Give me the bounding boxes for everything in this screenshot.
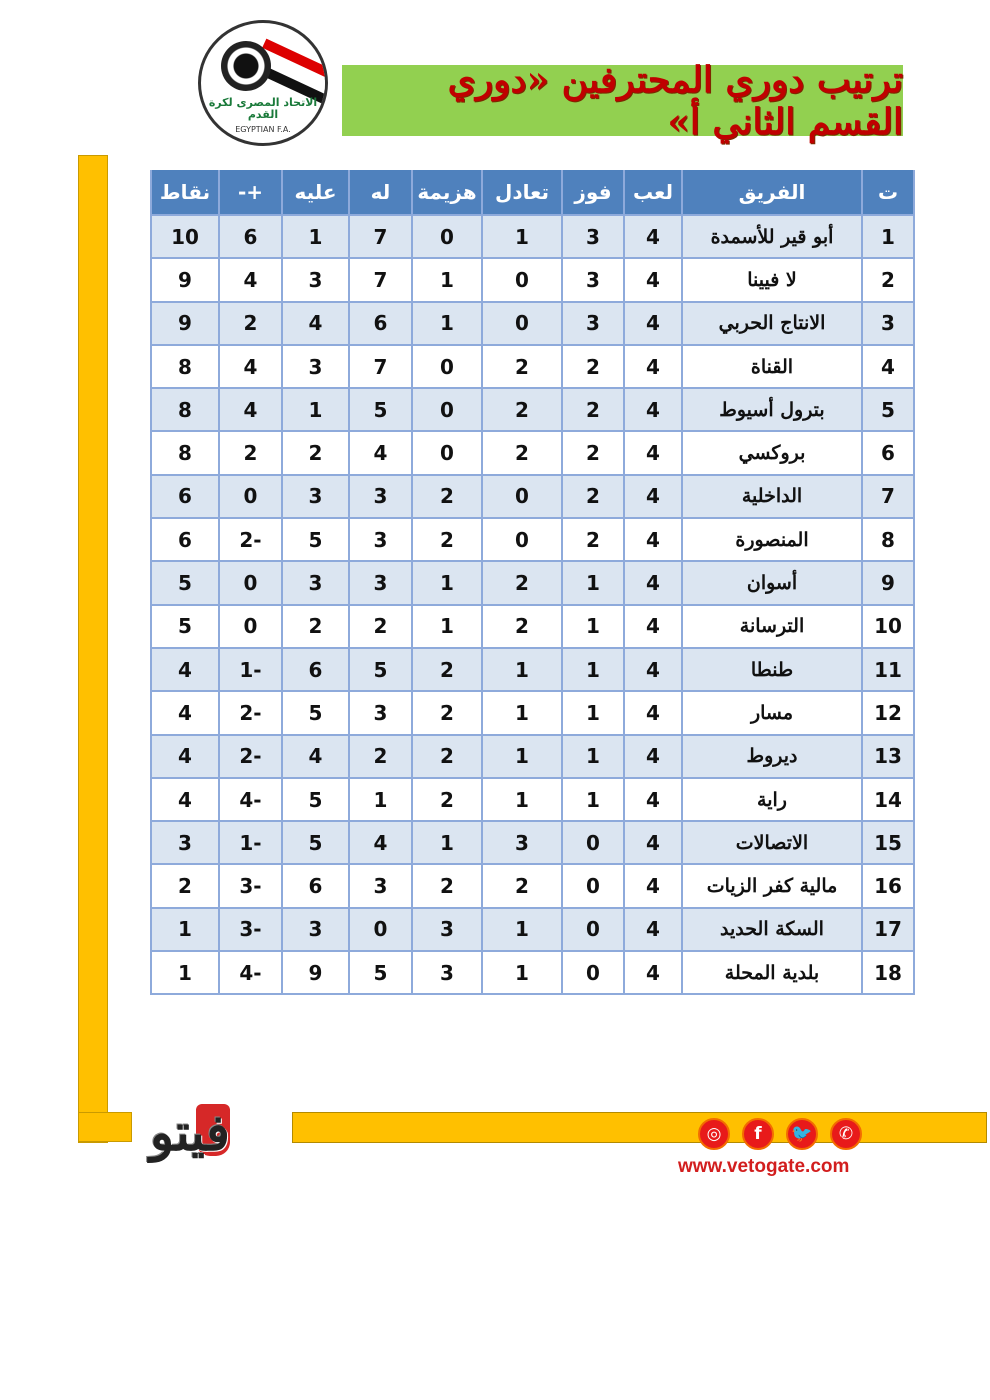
- table-cell: 0: [482, 518, 562, 561]
- table-cell: 0: [219, 475, 282, 518]
- table-cell: 2: [562, 345, 624, 388]
- table-cell: 18: [862, 951, 914, 994]
- table-cell: 2: [562, 431, 624, 474]
- column-header: له: [349, 170, 412, 215]
- table-cell: 4: [862, 345, 914, 388]
- table-row: [151, 518, 914, 561]
- table-cell: 3: [862, 302, 914, 345]
- table-cell: -2: [219, 735, 282, 778]
- column-header: هزيمة: [412, 170, 482, 215]
- table-cell: 14: [862, 778, 914, 821]
- table-cell: -2: [219, 518, 282, 561]
- table-cell: 3: [412, 951, 482, 994]
- table-cell: 5: [151, 605, 219, 648]
- team-name: أبو قير للأسمدة: [682, 215, 862, 258]
- table-cell: 4: [219, 258, 282, 301]
- team-name: القناة: [682, 345, 862, 388]
- table-cell: 1: [412, 302, 482, 345]
- table-cell: 2: [282, 431, 349, 474]
- table-cell: 1: [282, 388, 349, 431]
- table-cell: 2: [482, 864, 562, 907]
- table-cell: 4: [282, 735, 349, 778]
- table-row: [151, 821, 914, 864]
- table-cell: 2: [349, 605, 412, 648]
- table-cell: 10: [151, 215, 219, 258]
- table-cell: 1: [562, 561, 624, 604]
- table-cell: 5: [349, 648, 412, 691]
- table-cell: 4: [624, 475, 682, 518]
- table-cell: 3: [349, 864, 412, 907]
- table-cell: 2: [482, 561, 562, 604]
- table-cell: 9: [862, 561, 914, 604]
- team-name: الاتصالات: [682, 821, 862, 864]
- table-cell: 4: [624, 951, 682, 994]
- table-row: [151, 864, 914, 907]
- page-title: ترتيب دوري المحترفين «دوري القسم الثاني أ»: [447, 58, 903, 143]
- team-name: بلدية المحلة: [682, 951, 862, 994]
- table-cell: 5: [151, 561, 219, 604]
- table-cell: 3: [349, 518, 412, 561]
- table-cell: 13: [862, 735, 914, 778]
- table-cell: 2: [412, 735, 482, 778]
- team-name: الترسانة: [682, 605, 862, 648]
- table-cell: 0: [562, 864, 624, 907]
- table-cell: 4: [624, 215, 682, 258]
- column-header: تعادل: [482, 170, 562, 215]
- table-cell: -3: [219, 908, 282, 951]
- table-cell: 3: [349, 475, 412, 518]
- table-cell: 3: [349, 691, 412, 734]
- table-cell: 3: [282, 908, 349, 951]
- table-cell: 6: [862, 431, 914, 474]
- table-cell: 1: [412, 605, 482, 648]
- table-cell: 2: [482, 388, 562, 431]
- table-cell: 4: [624, 735, 682, 778]
- team-name: لا فيينا: [682, 258, 862, 301]
- table-row: [151, 302, 914, 345]
- table-cell: 3: [282, 345, 349, 388]
- table-cell: 2: [412, 864, 482, 907]
- table-cell: 0: [412, 431, 482, 474]
- table-cell: 3: [562, 302, 624, 345]
- veto-logo: [150, 1100, 285, 1166]
- table-cell: 2: [412, 518, 482, 561]
- table-cell: 0: [219, 605, 282, 648]
- table-cell: 8: [151, 345, 219, 388]
- table-cell: 5: [282, 821, 349, 864]
- table-cell: 1: [282, 215, 349, 258]
- table-cell: -3: [219, 864, 282, 907]
- table-cell: 11: [862, 648, 914, 691]
- table-cell: 4: [624, 518, 682, 561]
- frame-bar-vertical: [78, 155, 108, 1143]
- table-cell: 17: [862, 908, 914, 951]
- table-cell: 2: [219, 302, 282, 345]
- table-cell: 4: [349, 431, 412, 474]
- team-name: طنطا: [682, 648, 862, 691]
- table-cell: 9: [151, 258, 219, 301]
- table-cell: 5: [349, 951, 412, 994]
- instagram-icon[interactable]: ◎: [698, 1118, 730, 1150]
- table-cell: 4: [624, 864, 682, 907]
- column-header: ت: [862, 170, 914, 215]
- table-cell: 0: [482, 258, 562, 301]
- table-cell: 1: [412, 821, 482, 864]
- table-cell: 4: [624, 302, 682, 345]
- table-cell: 1: [562, 691, 624, 734]
- table-cell: 6: [282, 864, 349, 907]
- table-cell: 2: [151, 864, 219, 907]
- table-cell: 4: [219, 388, 282, 431]
- table-cell: 0: [562, 908, 624, 951]
- social-icons: [698, 1118, 862, 1150]
- table-cell: 9: [282, 951, 349, 994]
- table-row: [151, 345, 914, 388]
- table-cell: 3: [282, 561, 349, 604]
- table-cell: 7: [349, 215, 412, 258]
- table-cell: 4: [349, 821, 412, 864]
- table-cell: 4: [624, 388, 682, 431]
- table-cell: 2: [562, 518, 624, 561]
- table-cell: 7: [349, 258, 412, 301]
- table-cell: 2: [562, 388, 624, 431]
- table-cell: 5: [282, 691, 349, 734]
- table-cell: 3: [282, 475, 349, 518]
- team-name: أسوان: [682, 561, 862, 604]
- table-cell: 0: [349, 908, 412, 951]
- table-cell: 1: [349, 778, 412, 821]
- table-cell: 1: [482, 691, 562, 734]
- facebook-icon[interactable]: f: [742, 1118, 774, 1150]
- table-cell: 8: [151, 388, 219, 431]
- table-cell: 0: [482, 475, 562, 518]
- table-cell: 2: [562, 475, 624, 518]
- table-cell: -1: [219, 648, 282, 691]
- team-name: ديروط: [682, 735, 862, 778]
- table-cell: 8: [151, 431, 219, 474]
- table-cell: 10: [862, 605, 914, 648]
- table-cell: 1: [862, 215, 914, 258]
- table-cell: 3: [482, 821, 562, 864]
- column-header: عليه: [282, 170, 349, 215]
- team-name: المنصورة: [682, 518, 862, 561]
- table-cell: 2: [349, 735, 412, 778]
- table-cell: 1: [151, 908, 219, 951]
- table-cell: 4: [282, 302, 349, 345]
- table-row: [151, 908, 914, 951]
- team-name: مسار: [682, 691, 862, 734]
- table-header-row: [151, 170, 914, 215]
- table-cell: 1: [151, 951, 219, 994]
- table-cell: 4: [624, 691, 682, 734]
- table-cell: 9: [151, 302, 219, 345]
- column-header: لعب: [624, 170, 682, 215]
- team-name: بترول أسيوط: [682, 388, 862, 431]
- table-cell: 2: [862, 258, 914, 301]
- table-cell: 12: [862, 691, 914, 734]
- table-cell: 2: [219, 431, 282, 474]
- table-cell: 1: [482, 648, 562, 691]
- table-cell: 2: [412, 778, 482, 821]
- table-cell: 7: [349, 345, 412, 388]
- table-cell: 15: [862, 821, 914, 864]
- table-cell: 3: [151, 821, 219, 864]
- table-cell: 8: [862, 518, 914, 561]
- table-cell: 2: [412, 648, 482, 691]
- table-row: [151, 778, 914, 821]
- table-cell: 4: [624, 908, 682, 951]
- table-cell: 1: [562, 605, 624, 648]
- egyptian-fa-logo: [198, 20, 328, 146]
- table-cell: -4: [219, 778, 282, 821]
- table-cell: 1: [562, 648, 624, 691]
- table-cell: 2: [282, 605, 349, 648]
- table-cell: 4: [624, 778, 682, 821]
- table-row: [151, 258, 914, 301]
- table-cell: 1: [412, 561, 482, 604]
- table-cell: 1: [562, 735, 624, 778]
- table-cell: 6: [219, 215, 282, 258]
- table-row: [151, 561, 914, 604]
- table-cell: 6: [151, 475, 219, 518]
- team-name: الداخلية: [682, 475, 862, 518]
- twitter-icon[interactable]: 🐦: [786, 1118, 818, 1150]
- standings-table: [150, 170, 915, 995]
- team-name: راية: [682, 778, 862, 821]
- table-row: [151, 735, 914, 778]
- team-name: بروكسي: [682, 431, 862, 474]
- team-name: مالية كفر الزيات: [682, 864, 862, 907]
- table-cell: 0: [562, 821, 624, 864]
- table-row: [151, 691, 914, 734]
- column-header: الفريق: [682, 170, 862, 215]
- table-cell: 4: [624, 258, 682, 301]
- table-cell: -2: [219, 691, 282, 734]
- title-banner: [342, 58, 903, 143]
- table-cell: 3: [282, 258, 349, 301]
- table-cell: 4: [151, 691, 219, 734]
- table-row: [151, 605, 914, 648]
- table-cell: 4: [624, 561, 682, 604]
- logo-text-ar: الاتحاد المصرى لكرة القدم: [208, 96, 318, 121]
- table-cell: -4: [219, 951, 282, 994]
- table-cell: 0: [412, 388, 482, 431]
- veto-brand: فيتو: [150, 1103, 230, 1162]
- table-cell: 4: [624, 605, 682, 648]
- table-cell: 5: [282, 778, 349, 821]
- table-row: [151, 388, 914, 431]
- table-cell: 1: [482, 908, 562, 951]
- table-cell: 1: [412, 258, 482, 301]
- table-cell: 0: [219, 561, 282, 604]
- table-cell: 3: [349, 561, 412, 604]
- column-header: +-: [219, 170, 282, 215]
- table-cell: 0: [562, 951, 624, 994]
- table-cell: 0: [412, 345, 482, 388]
- table-cell: 6: [349, 302, 412, 345]
- table-cell: 3: [562, 215, 624, 258]
- table-cell: 4: [624, 431, 682, 474]
- table-cell: 4: [624, 821, 682, 864]
- table-cell: 1: [482, 778, 562, 821]
- table-cell: 4: [219, 345, 282, 388]
- table-cell: 5: [862, 388, 914, 431]
- table-cell: -1: [219, 821, 282, 864]
- table-row: [151, 648, 914, 691]
- table-cell: 2: [482, 605, 562, 648]
- table-cell: 6: [282, 648, 349, 691]
- table-cell: 1: [482, 951, 562, 994]
- table-cell: 7: [862, 475, 914, 518]
- table-cell: 4: [151, 735, 219, 778]
- table-cell: 4: [151, 778, 219, 821]
- table-row: [151, 951, 914, 994]
- table-cell: 2: [482, 345, 562, 388]
- football-icon: [221, 41, 271, 91]
- frame-bar-corner: [78, 1112, 132, 1142]
- table-cell: 2: [412, 691, 482, 734]
- whatsapp-icon[interactable]: ✆: [830, 1118, 862, 1150]
- table-cell: 6: [151, 518, 219, 561]
- team-name: الانتاج الحربي: [682, 302, 862, 345]
- table-cell: 0: [412, 215, 482, 258]
- table-cell: 16: [862, 864, 914, 907]
- table-cell: 4: [151, 648, 219, 691]
- table-row: [151, 475, 914, 518]
- website-link[interactable]: www.vetogate.com: [678, 1156, 850, 1177]
- table-cell: 1: [562, 778, 624, 821]
- table-cell: 5: [282, 518, 349, 561]
- table-row: [151, 431, 914, 474]
- team-name: السكة الحديد: [682, 908, 862, 951]
- frame-bar-bottom: [292, 1112, 987, 1143]
- logo-text-en: EGYPTIAN F.A.: [235, 125, 291, 134]
- table-cell: 3: [562, 258, 624, 301]
- table-cell: 5: [349, 388, 412, 431]
- table-cell: 0: [482, 302, 562, 345]
- table-cell: 1: [482, 215, 562, 258]
- table-cell: 1: [482, 735, 562, 778]
- table-row: [151, 215, 914, 258]
- table-cell: 4: [624, 648, 682, 691]
- table-cell: 3: [412, 908, 482, 951]
- column-header: فوز: [562, 170, 624, 215]
- table-cell: 4: [624, 345, 682, 388]
- column-header: نقاط: [151, 170, 219, 215]
- table-cell: 2: [412, 475, 482, 518]
- table-cell: 2: [482, 431, 562, 474]
